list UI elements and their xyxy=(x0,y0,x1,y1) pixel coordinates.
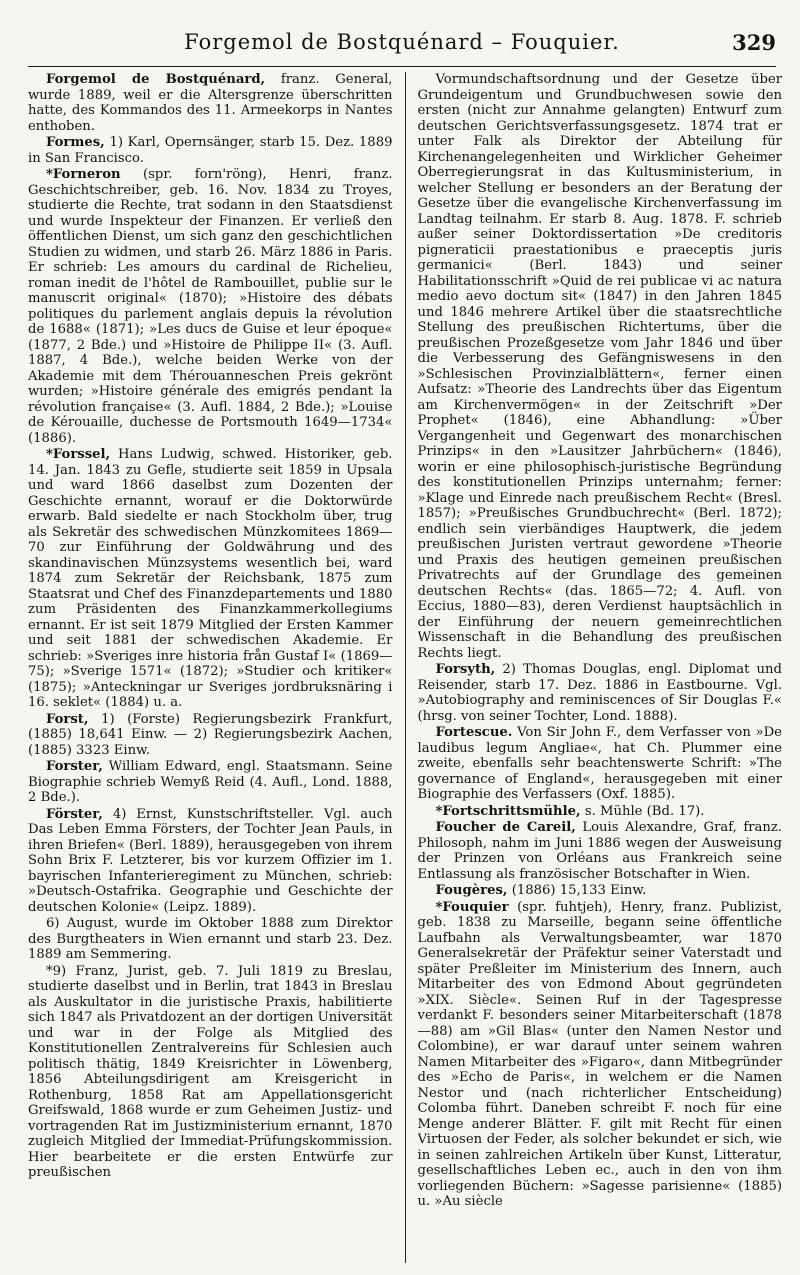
dictionary-entry xyxy=(28,72,393,134)
entry-text: William Edward, engl. Staatsmann. Seine Biographie schrieb Wemyß Reid (4. Aufl., Lond. 1888, 2 Bde.). xyxy=(28,759,393,805)
entry-text: 1) Karl, Opernsänger, starb 15. Dez. 1889 in San Francisco. xyxy=(28,135,393,166)
header-rule xyxy=(28,66,776,67)
dictionary-entry xyxy=(418,72,783,661)
entry-text: franz. General, wurde 1889, weil er die Altersgrenze überschritten hatte, des Kommandos des 11. Armeekorps in Nantes enthoben. xyxy=(28,72,393,134)
entry-headword: Förster, xyxy=(46,806,103,822)
entry-headword: *Forssel, xyxy=(46,447,111,462)
entry-text: (spr. forn'röng), Henri, franz. Geschichtschreiber, geb. 16. Nov. 1834 zu Troyes, studierte die Rechte, trat sodann in den Staatsdienst und wurde Inspekteur der Finanzen. Er verließ den öffentlichen Dienst, um sich ganz den geschichtlichen Studien zu widmen, und starb 26. März 1886 in Paris. Er schrieb: Les amours du cardinal de Richelieu, roman inedit de l'hôtel de Rambouillet, publie sur le manuscrit original« (1870); »Histoire des débats politiques du parlement anglais depuis la révolution de 1688« (1871); »Les ducs de Guise et leur époque« (1877, 2 Bde.) und »Histoire de Philippe II« (3. Aufl. 1887, 4 Bde.), welche beiden Werke von der Akademie mit dem Thérouanneschen Preis gekrönt wurden; »Histoire générale des emigrés pendant la révolution française« (3. Aufl. 1884, 2 Bde.); »Louise de Kérouaille, duchesse de Portsmouth 1649—1734« (1886). xyxy=(28,167,393,446)
entry-text: (1886) 15,133 Einw. xyxy=(511,883,647,898)
entry-text: 4) Ernst, Kunstschriftsteller. Vgl. auch Das Leben Emma Försters, der Tochter Jean Pauls, in ihren Briefen« (Berl. 1889), herausgegeben von ihrem Sohn Brix F. Letzterer, bis vor kurzem Offizier im 1. bayrischen Infanterieregiment zu München, schrieb: »Deutsch-Ostafrika. Geographie und Geschichte der deutschen Kolonie« (Leipz. 1889). xyxy=(28,806,393,915)
entry-headword: *Fouquier xyxy=(435,899,509,915)
dictionary-entry xyxy=(28,916,393,963)
entry-headword: Fougères, xyxy=(435,883,508,898)
dictionary-entry xyxy=(418,820,783,882)
entry-text: Vormundschaftsordnung und der Gesetze über Grundeigentum und Grundbuchwesen sowie den ersten (nicht zur Annahme gelangten) Entwurf zum deutschen Gerichtsverfassungsgesetz. 1874 trat er unter Falk als Direktor der Abteilung für Kirchenangelegenheiten und Wirklicher Geheimer Oberregierungsrat in das Kultusministerium, in welcher Stellung er besonders an der Beratung der Gesetze über die evangelische Kirchenverfassung im Landtag teilnahm. Er starb 8. Aug. 1878. F. schrieb außer seiner Doktordissertation »De creditoris pigneraticii praestationibus e praeceptis juris germanici« (Berl. 1843) und seiner Habilitationsschrift »Quid de rei publicae vi ac natura medio aevo doctum sit« (1847) in den Jahren 1845 und 1846 mehrere Artikel über die staatsrechtliche Stellung des preußischen Richtertums, über die preußischen Prozeßgesetze vom Jahr 1846 und über die Verbesserung des Gefängniswesens in den »Schlesischen Provinzialblättern«, ferner einen Aufsatz: »Theorie des Landrechts über das Eigentum am Kirchenvermögen« in der Zeitschrift »Der Prophet« (1846), eine Abhandlung: »Über Vergangenheit und Gegenwart des monarchischen Prinzips« in den »Lausitzer Jahrbüchern« (1846), worin er eine philosophisch-juristische Begründung des konstitutionellen Prinzips unternahm; ferner: »Klage und Einrede nach preußischem Recht« (Bresl. 1857); »Preußisches Grundbuchrecht« (Berl. 1872); endlich sein vierbändiges Hauptwerk, die jedem preußischen Juristen vertraut gewordene »Theorie und Praxis des heutigen gemeinen preußischen Privatrechts auf der Grundlage des gemeinen deutschen Rechts« (das. 1865—72; 4. Aufl. von Eccius, 1880—83), deren Verdienst hauptsächlich in der Einführung der neuern gemeinrechtlichen Wissenschaft in die Behandlung des preußischen Rechts liegt. xyxy=(417,72,782,661)
entry-headword: Forgemol de Bostquénard, xyxy=(46,72,266,87)
entry-headword: Forst, xyxy=(46,711,89,727)
dictionary-entry xyxy=(418,883,783,899)
entry-headword: Fortescue. xyxy=(435,725,513,740)
dictionary-entry xyxy=(418,725,783,803)
column-divider xyxy=(405,72,406,1263)
running-head xyxy=(28,18,776,62)
dictionary-entry xyxy=(28,135,393,166)
running-title: Forgemol de Bostquénard – Fouquier. xyxy=(184,30,620,54)
dictionary-entry xyxy=(28,712,393,759)
entry-headword: Formes, xyxy=(46,135,105,150)
two-column-body xyxy=(28,72,782,1263)
entry-text: 1) (Forste) Regierungsbezirk Frankfurt, (1885) 18,641 Einw. — 2) Regierungsbezirk Aachen, (1885) 3323 Einw. xyxy=(28,711,393,758)
entry-headword: *Forneron xyxy=(46,167,121,182)
entry-headword: *Fortschrittsmühle, xyxy=(435,803,581,819)
dictionary-entry xyxy=(28,759,393,806)
entry-text: Von Sir John F., dem Verfasser von »De laudibus legum Angliae«, hat Ch. Plummer eine zweite, ebenfalls sehr beachtenswerte Schrift: »The governance of England«, herausgegeben mit einer Biographie des Verfassers (Oxf. 1885). xyxy=(417,725,782,802)
entry-text: *9) Franz, Jurist, geb. 7. Juli 1819 zu Breslau, studierte daselbst und in Berlin, trat 1843 in Breslau als Auskultator in die juristische Praxis, habilitierte sich 1847 als Privatdozent an der dortigen Universität und war in der Folge als Mitglied des Konstitutionellen Zentralvereins für Schlesien auch politisch thätig, 1849 Kreisrichter in Löwenberg, 1856 Abteilungsdirigent am Kreisgericht in Rothenburg, 1858 Rat am Appellationsgericht Greifswald, 1868 wurde er zum Geheimen Justiz- und vortragenden Rat im Justizministerium ernannt, 1870 zugleich Mitglied der Immediat-Prüfungskommission. Hier bearbeitete er die ersten Entwürfe zur preußischen xyxy=(28,963,393,1180)
dictionary-entry xyxy=(418,804,783,820)
dictionary-entry xyxy=(418,662,783,724)
entry-text: (spr. fuhtjeh), Henry, franz. Publizist, geb. 1838 zu Marseille, begann seine öffentliche Laufbahn als Verwaltungsbeamter, war 1870 Generalsekretär der Präfektur seiner Vaterstadt und später Preßleiter im Ministerium des Innern, auch Mitarbeiter des von Edmond About gegründeten »XIX. Siècle«. Seinen Ruf in der Tagespresse verdankt F. besonders seiner Mitarbeiterschaft (1878—88) am »Gil Blas« (unter den Namen Nestor und Colombine), er war darauf unter seinem wahren Namen Mitarbeiter des »Figaro«, dann Mitbegründer des »Echo de Paris«, in welchem er die Namen Nestor und (nach richterlicher Entscheidung) Colomba führt. Daneben schreibt F. noch für eine Menge anderer Blätter. F. gilt mit Recht für einen Virtuosen der Feder, als solcher bekundet er sich, wie in seinen zahlreichen Artikeln über Kunst, Litteratur, gesellschaftliches Leben ec., auch in den von ihm vorliegenden Büchern: »Sagesse parisienne« (1885) u. »Au siècle xyxy=(417,899,782,1209)
left-column xyxy=(28,72,393,1263)
right-column xyxy=(418,72,783,1263)
entry-text: Louis Alexandre, Graf, franz. Philosoph, nahm im Juni 1886 wegen der Ausweisung der Prinzen von Orléans aus Frankreich seine Entlassung als französischer Botschafter in Wien. xyxy=(417,820,782,882)
page-number: 329 xyxy=(732,30,776,55)
dictionary-entry xyxy=(28,167,393,446)
dictionary-entry xyxy=(28,807,393,916)
entry-text: s. Mühle (Bd. 17). xyxy=(584,803,705,819)
dictionary-entry xyxy=(28,447,393,711)
entry-text: Hans Ludwig, schwed. Historiker, geb. 14. Jan. 1843 zu Gefle, studierte seit 1859 in Upsala und ward 1866 daselbst zum Dozenten der Geschichte ernannt, worauf er die Doktorwürde erwarb. Bald siedelte er nach Stockholm über, trug als Sekretär des schwedischen Münzkomitees 1869—70 zur Einführung der Goldwährung und des skandinavischen Münzsystems wesentlich bei, ward 1874 zum Sekretär der Reichsbank, 1875 zum Staatsrat und Chef des Finanzdepartements und 1880 zum Präsidenten des Finanzkammerkollegiums ernannt. Er ist seit 1879 Mitglied der Ersten Kammer und seit 1881 der schwedischen Akademie. Er schrieb: »Sveriges inre historia från Gustaf I« (1869—75); »Sverige 1571« (1872); »Studier och kritiker« (1875); »Anteckningar ur Sveriges jordbruksnäring i 16. seklet« (1884) u. a. xyxy=(28,447,393,710)
dictionary-entry xyxy=(418,900,783,1210)
entry-headword: Forster, xyxy=(46,759,103,774)
entry-text: 6) August, wurde im Oktober 1888 zum Direktor des Burgtheaters in Wien ernannt und starb 23. Dez. 1889 am Semmering. xyxy=(28,916,393,962)
entry-headword: Foucher de Careil, xyxy=(435,820,576,835)
entry-headword: Forsyth, xyxy=(435,662,496,677)
entry-text: 2) Thomas Douglas, engl. Diplomat und Reisender, starb 17. Dez. 1886 in Eastbourne. Vgl. »Autobiography and reminiscences of Sir Douglas F.« (hrsg. von seiner Tochter, Lond. 1888). xyxy=(417,662,782,724)
dictionary-entry xyxy=(28,964,393,1181)
